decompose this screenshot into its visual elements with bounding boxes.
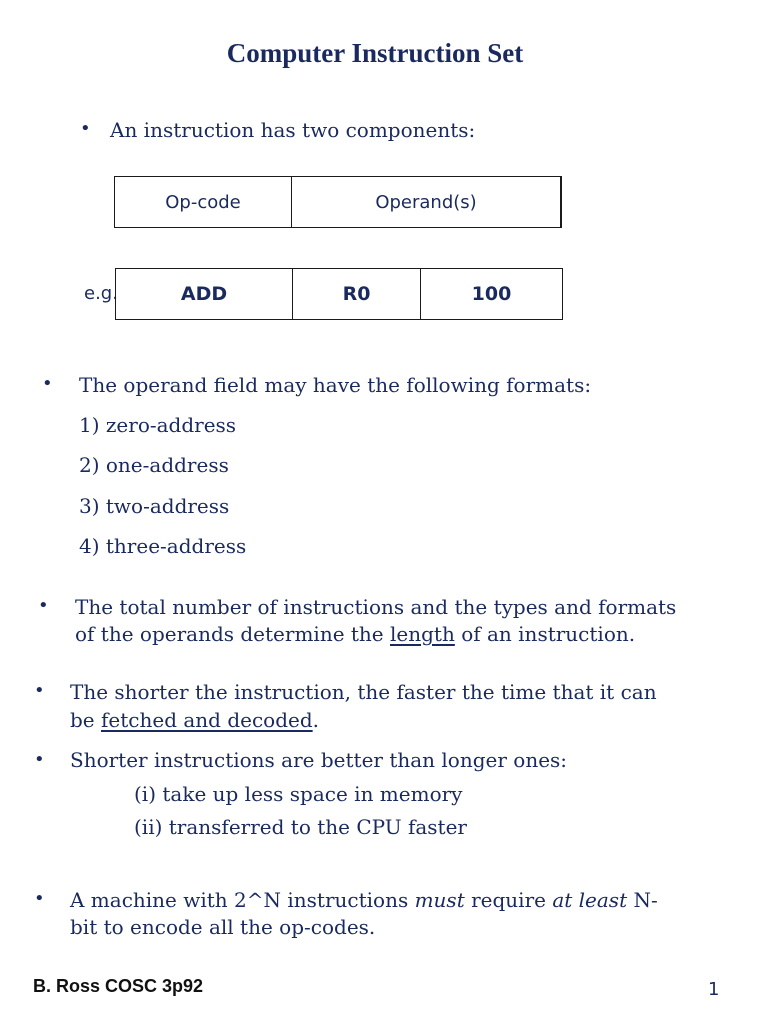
length-line-2-pre: of the operands determine the — [75, 622, 390, 646]
footer-author: B. Ross COSC 3p92 — [33, 976, 204, 996]
example-reg: R0 — [342, 283, 371, 305]
example-reg-cell — [292, 268, 421, 320]
opcode-cell — [114, 176, 292, 228]
list-item: 1) zero-address — [79, 413, 237, 437]
machine-mid: require — [464, 888, 553, 912]
machine-em-at-least: at least — [552, 888, 628, 912]
example-op: ADD — [180, 283, 228, 305]
machine-pre: A machine with 2^N instructions — [70, 888, 415, 912]
bullet-icon: • — [80, 118, 91, 139]
better-sub-2: (ii) transferred to the CPU faster — [134, 815, 467, 839]
shorter-line-1: The shorter the instruction, the faster the time that it can — [70, 680, 657, 704]
example-op-cell — [115, 268, 293, 320]
machine-em-must: must — [414, 888, 465, 912]
example-val: 100 — [471, 283, 512, 305]
list-item: 3) two-address — [79, 494, 230, 518]
machine-line-1 — [70, 886, 658, 914]
machine-post: N- — [627, 888, 658, 912]
length-line-1: The total number of instructions and the types and formats — [75, 595, 677, 619]
operand-formats-intro: The operand field may have the following formats: — [79, 373, 592, 397]
bullet-icon: • — [42, 373, 53, 394]
length-underlined: length — [390, 622, 455, 646]
shorter-line-2 — [70, 706, 319, 734]
shorter-underlined: fetched and decoded — [101, 708, 313, 732]
better-sub-1: (i) take up less space in memory — [134, 782, 463, 806]
page-number: 1 — [708, 979, 720, 1000]
bullet-icon: • — [38, 595, 49, 616]
length-line-2-post: of an instruction. — [454, 622, 636, 646]
operands-label: Operand(s) — [375, 191, 477, 213]
intro-text: An instruction has two components: — [110, 118, 476, 142]
example-prefix: e.g. — [84, 283, 118, 304]
list-item: 2) one-address — [79, 453, 229, 477]
shorter-line-2-pre: be — [70, 708, 101, 732]
operands-cell — [291, 176, 562, 228]
opcode-label: Op-code — [165, 191, 241, 213]
list-item: 4) three-address — [79, 534, 247, 558]
better-line-1: Shorter instructions are better than longer ones: — [70, 748, 568, 772]
length-line-2 — [75, 620, 635, 648]
bullet-icon: • — [34, 888, 45, 909]
machine-line-2: bit to encode all the op-codes. — [70, 915, 376, 939]
page-title: Computer Instruction Set — [226, 38, 524, 68]
shorter-line-2-post: . — [312, 708, 319, 732]
bullet-icon: • — [34, 749, 45, 770]
example-val-cell — [420, 268, 563, 320]
bullet-icon: • — [34, 680, 45, 701]
